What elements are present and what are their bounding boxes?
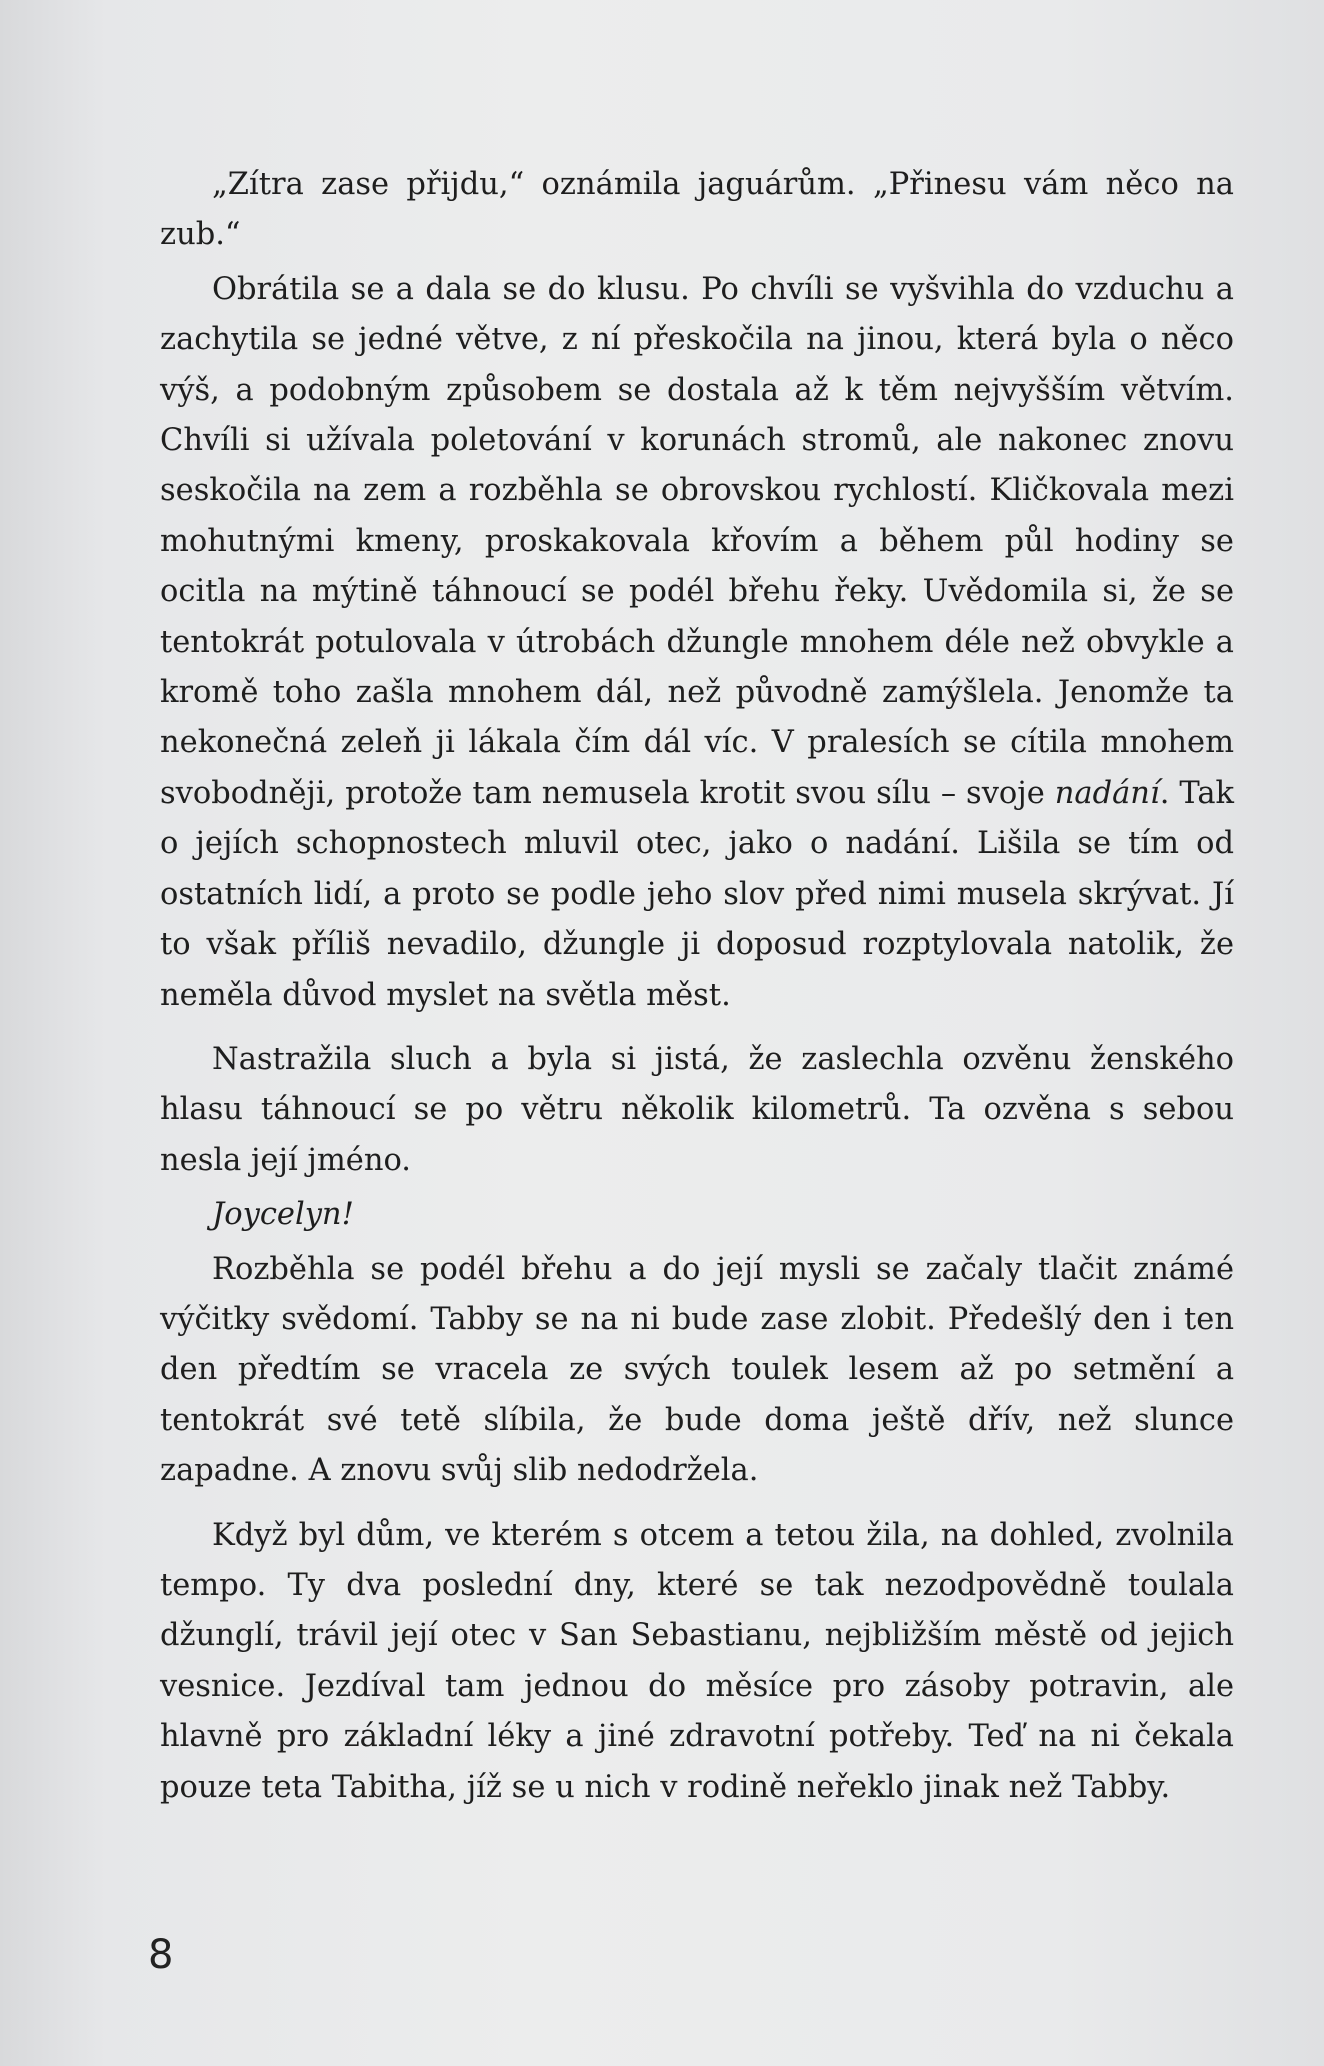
- paragraph: [160, 1035, 1234, 1186]
- body-text: [160, 160, 1234, 1813]
- paragraph-text: Obrátila se a dala se do klusu. Po chvíli se vyšvihla do vzduchu a zachytila se jedné větve, z ní přeskočila na jinou, která byla o něco výš, a podobným způsobem se dostala až k těm nejvyšším větvím. Chvíli si užívala poletování v korunách stromů, ale nakonec znovu seskočila na zem a rozběhla se obrovskou rychlostí. Kličkovala mezi mohutnými kmeny, proskakovala křovím a během půl hodiny se ocitla na mýtině táhnoucí se podél břehu řeky. Uvědomila si, že se tentokrát potulovala v útrobách džungle mnohem déle než obvykle a kromě toho zašla mnohem dál, než původně zamýšlela. Jenomže ta nekonečná zeleň ji lákala čím dál víc. V pralesích se cítila mnohem svobodněji, protože tam nemusela krotit svou sílu – svoje: [160, 271, 1234, 811]
- paragraph: [160, 1511, 1234, 1813]
- paragraph-text: Nastražila sluch a byla si jistá, že zaslechla ozvěnu ženského hlasu táhnoucí se po větru několik kilometrů. Ta ozvěna s sebou nesla její jméno.: [160, 1041, 1234, 1178]
- italic-word: nadání: [1054, 775, 1160, 811]
- paragraph-text: Rozběhla se podél břehu a do její mysli se začaly tlačit známé výčitky svědomí. Tabby se na ni bude zase zlobit. Předešlý den i ten den předtím se vracela ze svých toulek lesem až po setmění a tentokrát své tetě slíbila, že bude doma ještě dřív, než slunce zapadne. A znovu svůj slib nedodržela.: [160, 1251, 1234, 1489]
- paragraph: [160, 1190, 1234, 1240]
- paragraph: [160, 1245, 1234, 1497]
- page-number: 8: [148, 1932, 174, 1978]
- paragraph: [160, 160, 1234, 261]
- paragraph: [160, 265, 1234, 1021]
- paragraph-text: „Zítra zase přijdu,“ oznámila jaguárům. „Přinesu vám něco na zub.“: [160, 167, 1234, 253]
- paragraph-text: . Tak o jejích schopnostech mluvil otec, jako o nadání. Lišila se tím od ostatních lidí, a proto se podle jeho slov před nimi musela skrývat. Jí to však příliš nevadilo, džungle ji doposud rozptylovala natolik, že neměla důvod myslet na světla měst.: [160, 775, 1234, 1013]
- italic-exclamation: Joycelyn!: [212, 1197, 354, 1233]
- paragraph-text: Když byl dům, ve kterém s otcem a tetou žila, na dohled, zvolnila tempo. Ty dva poslední dny, které se tak nezodpovědně toulala džunglí, trávil její otec v San Sebastianu, nejbližším městě od jejich vesnice. Jezdíval tam jednou do měsíce pro zásoby potravin, ale hlavně pro základní léky a jiné zdravotní potřeby. Teď na ni čekala pouze teta Tabitha, jíž se u nich v rodině neřeklo jinak než Tabby.: [160, 1517, 1234, 1805]
